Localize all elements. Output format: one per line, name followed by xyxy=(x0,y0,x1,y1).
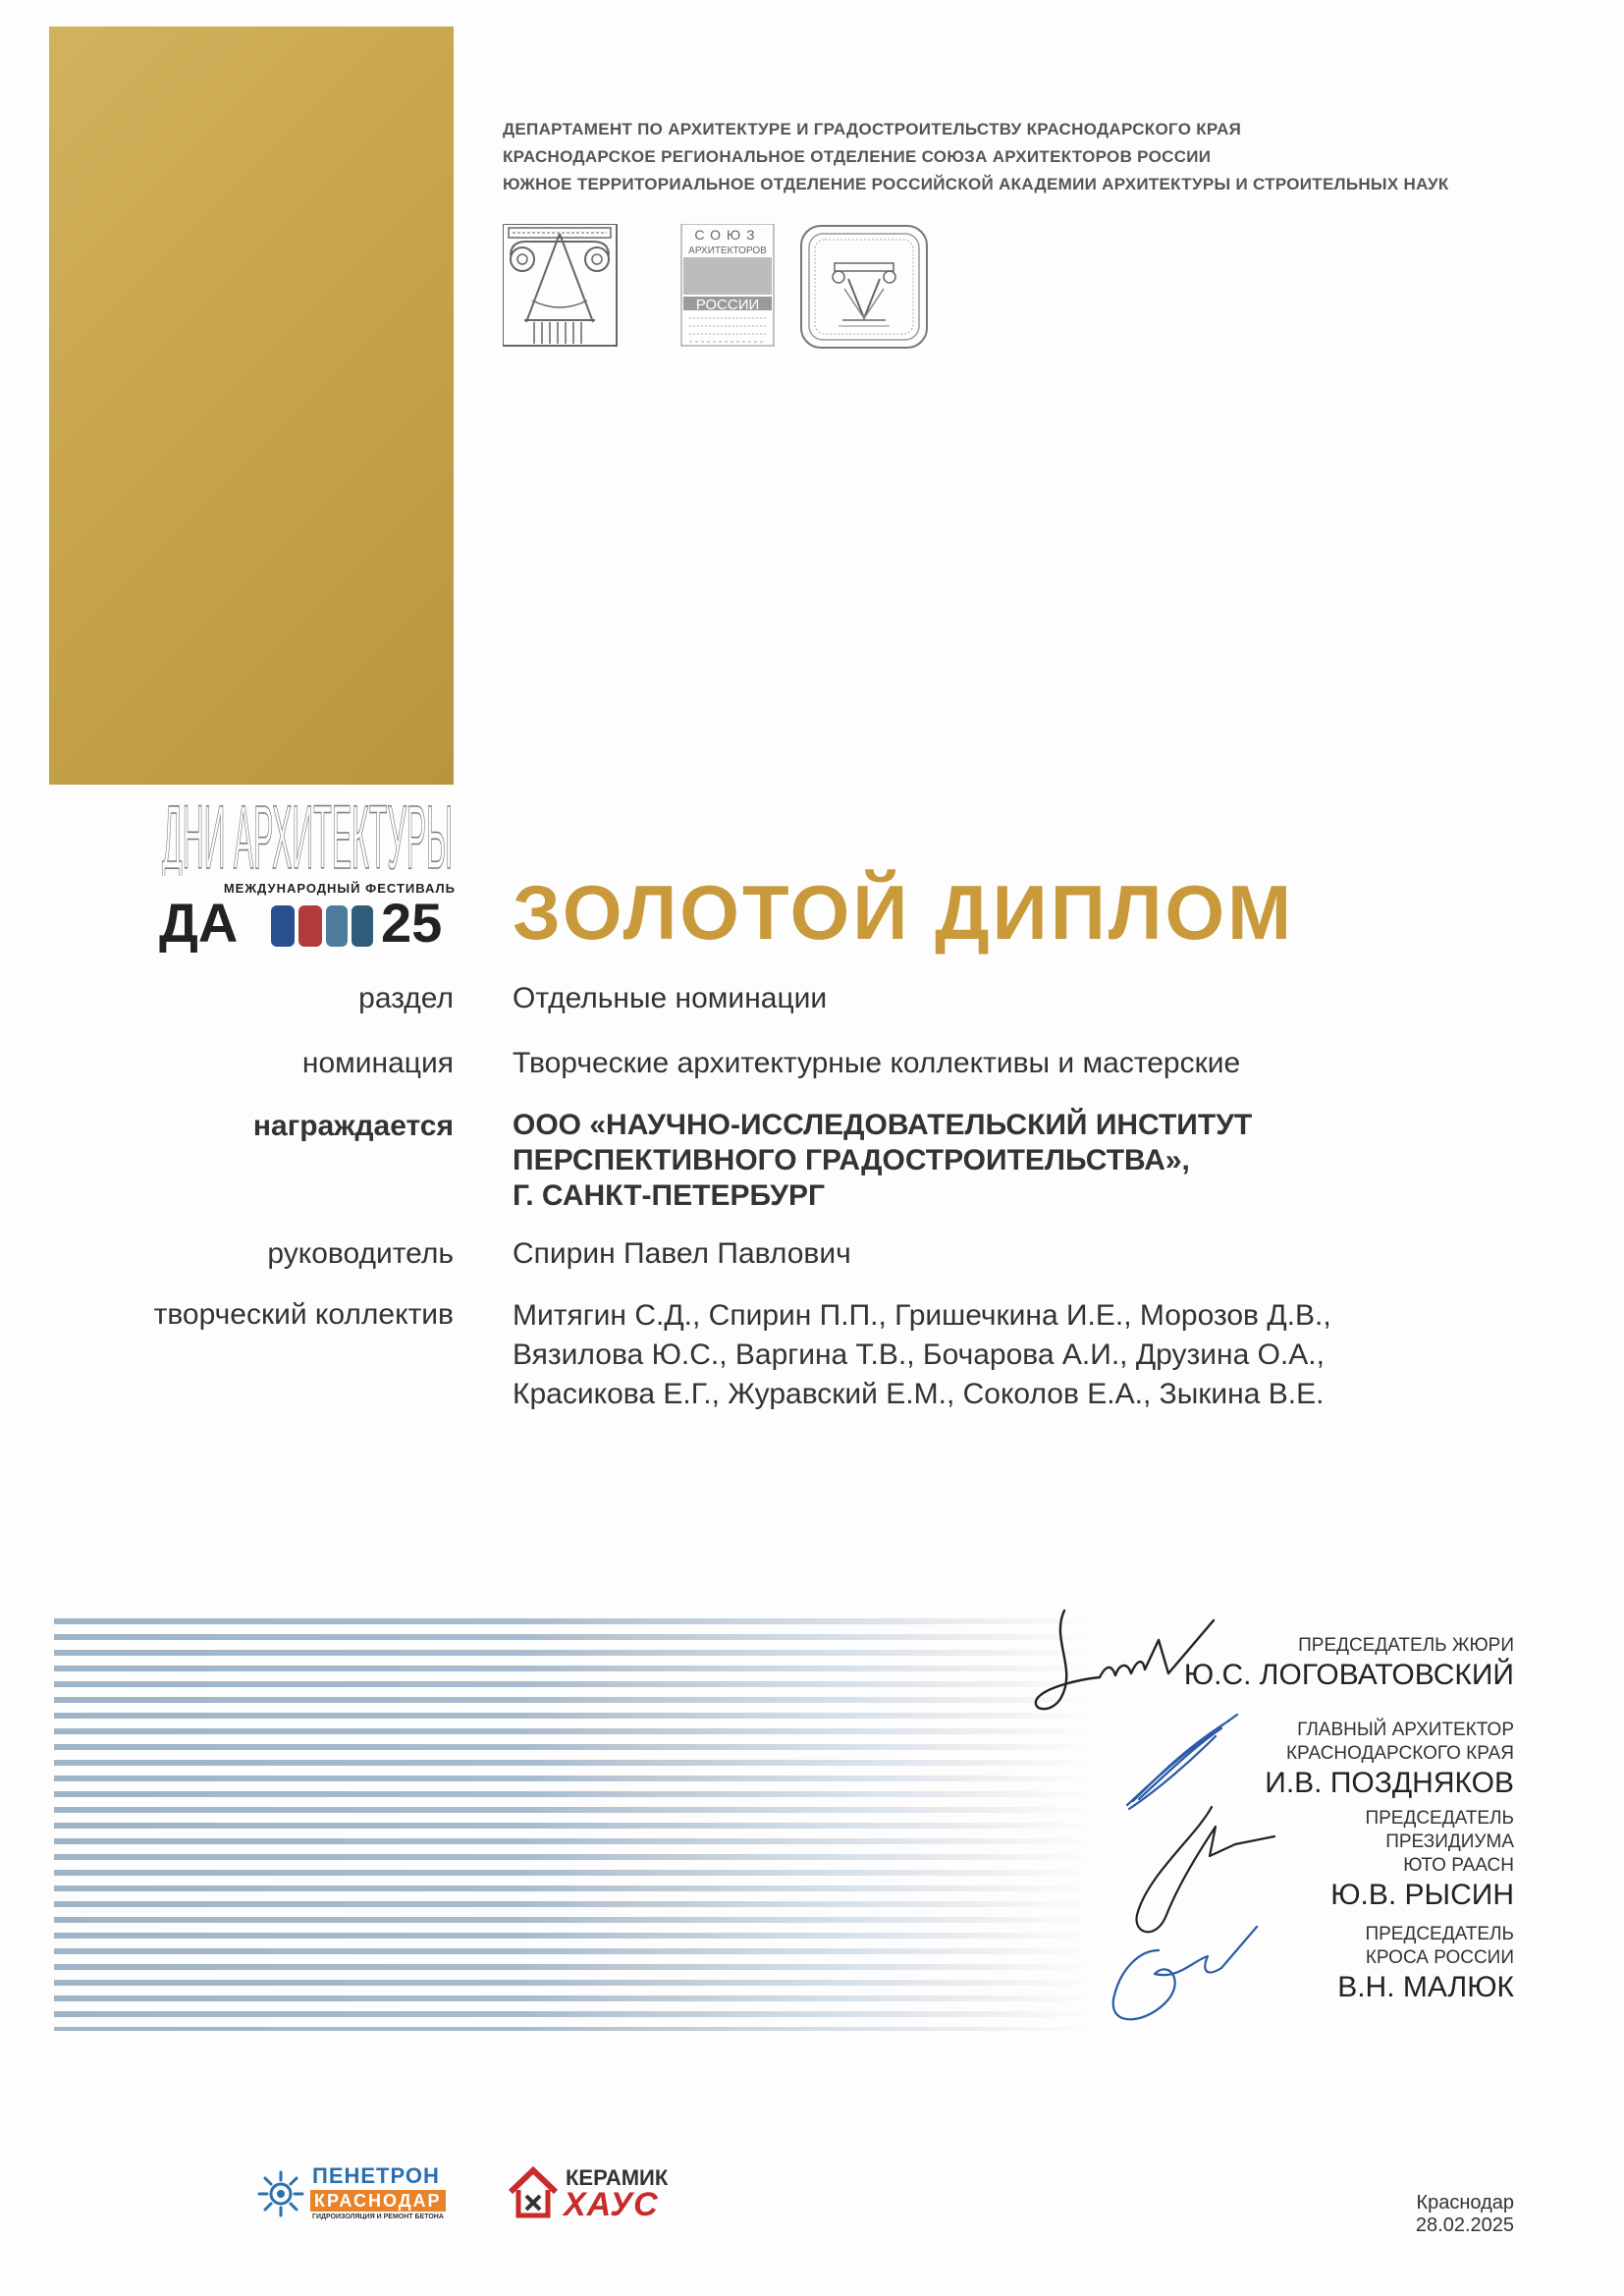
head-label: руководитель xyxy=(267,1237,454,1270)
diploma-title: ЗОЛОТОЙ ДИПЛОМ xyxy=(513,869,1295,956)
union-logo-word-2: АРХИТЕКТОРОВ xyxy=(688,246,767,256)
signatory-role-line: КРАСНОДАРСКОГО КРАЯ xyxy=(1285,1743,1514,1764)
festival-color-bars xyxy=(267,903,377,954)
signature-malyuk xyxy=(1100,1921,1267,2039)
architecture-department-logo xyxy=(503,224,617,346)
org-logos-svg xyxy=(503,224,935,352)
team-line-1: Митягин С.Д., Спирин П.П., Гришечкина И.Е., Морозов Д.В., xyxy=(513,1299,1331,1332)
signatory-presidium-chair xyxy=(1330,1807,1514,1913)
section-label: раздел xyxy=(358,982,454,1014)
org-line-department: ДЕПАРТАМЕНТ ПО АРХИТЕКТУРЕ И ГРАДОСТРОИТЕЛЬСТВУ КРАСНОДАРСКОГО КРАЯ xyxy=(503,120,1242,138)
head-value: Спирин Павел Павлович xyxy=(513,1237,851,1270)
signatory-name: И.В. ПОЗДНЯКОВ xyxy=(1265,1767,1514,1799)
team-line-3: Красикова Е.Г., Журавский Е.М., Соколов Е.А., Зыкина В.Е. xyxy=(513,1378,1325,1410)
penetron-tagline: ГИДРОИЗОЛЯЦИЯ И РЕМОНТ БЕТОНА xyxy=(312,2214,444,2220)
nomination-label: номинация xyxy=(301,1047,454,1079)
signatory-name: Ю.В. РЫСИН xyxy=(1330,1879,1514,1911)
team-label: творческий коллектив xyxy=(153,1298,454,1331)
keramik-name-top: КЕРАМИК xyxy=(566,2165,669,2190)
festival-title: ДНИ АРХИТЕКТУРЫ xyxy=(162,788,453,876)
signatory-jury-chair xyxy=(1184,1634,1514,1693)
signatory-role-line: ГЛАВНЫЙ АРХИТЕКТОР xyxy=(1297,1720,1514,1740)
keramik-house-icon xyxy=(507,2166,560,2219)
team-line-2: Вязилова Ю.С., Варгина Т.В., Бочарова А.И., Друзина О.А., xyxy=(513,1339,1325,1371)
penetron-emblem-icon xyxy=(257,2170,304,2217)
signatory-role-line: ПРЕДСЕДАТЕЛЬ ЖЮРИ xyxy=(1298,1635,1514,1656)
festival-title-wrap xyxy=(159,786,456,876)
signatory-role-line: ПРЕДСЕДАТЕЛЬ xyxy=(1365,1808,1514,1829)
festival-abbr: ДА xyxy=(159,892,239,954)
organization-logos xyxy=(503,224,935,356)
signatory-role-line: КРОСА РОССИИ xyxy=(1365,1947,1514,1968)
nomination-value: Творческие архитектурные коллективы и мастерские xyxy=(513,1047,1241,1079)
festival-year: 25 xyxy=(381,892,443,954)
union-logo-word-1: СОЮЗ xyxy=(694,227,761,243)
awarded-value xyxy=(513,1108,1252,1214)
organizations-header xyxy=(503,116,1583,198)
sponsor-keramik-haus xyxy=(507,2164,693,2223)
signatory-krosa-chair xyxy=(1337,1923,1514,2005)
union-of-architects-logo xyxy=(681,224,774,346)
signatory-name: Ю.С. ЛОГОВАТОВСКИЙ xyxy=(1183,1659,1514,1691)
awarded-line-1: ООО «НАУЧНО-ИССЛЕДОВАТЕЛЬСКИЙ ИНСТИТУТ xyxy=(513,1109,1253,1141)
issue-place-date xyxy=(1416,2192,1514,2237)
festival-bar-blue xyxy=(271,905,295,947)
issue-city: Краснодар xyxy=(1416,2192,1514,2214)
penetron-city: КРАСНОДАР xyxy=(310,2190,446,2212)
awarded-line-2: ПЕРСПЕКТИВНОГО ГРАДОСТРОИТЕЛЬСТВА», xyxy=(513,1144,1190,1176)
sponsor-penetron xyxy=(257,2164,463,2223)
keramik-name-bottom: ХАУС xyxy=(564,2186,659,2223)
academy-seal-logo xyxy=(801,226,927,348)
signatory-role-line: ПРЕЗИДИУМА xyxy=(1385,1831,1514,1852)
festival-bar-teal xyxy=(326,905,348,947)
decorative-stripes xyxy=(54,1618,1095,2031)
org-line-academy: ЮЖНОЕ ТЕРРИТОРИАЛЬНОЕ ОТДЕЛЕНИЕ РОССИЙСКОЙ АКАДЕМИИ АРХИТЕКТУРЫ И СТРОИТЕЛЬНЫХ НАУК xyxy=(503,175,1449,193)
signatory-name: В.Н. МАЛЮК xyxy=(1337,1971,1514,2003)
signatory-role-line: ПРЕДСЕДАТЕЛЬ xyxy=(1365,1924,1514,1944)
awarded-line-3: Г. САНКТ-ПЕТЕРБУРГ xyxy=(513,1179,825,1212)
penetron-name: ПЕНЕТРОН xyxy=(312,2163,440,2188)
awarded-label: награждается xyxy=(252,1110,454,1142)
team-value xyxy=(513,1296,1331,1414)
org-line-union: КРАСНОДАРСКОЕ РЕГИОНАЛЬНОЕ ОТДЕЛЕНИЕ СОЮЗА АРХИТЕКТОРОВ РОССИИ xyxy=(503,147,1212,166)
union-logo-word-3: РОССИИ xyxy=(695,297,760,313)
gold-decorative-block xyxy=(49,27,454,785)
festival-bar-dark-teal xyxy=(352,905,373,947)
festival-subtitle: МЕЖДУНАРОДНЫЙ ФЕСТИВАЛЬ xyxy=(223,881,456,896)
issue-date: 28.02.2025 xyxy=(1415,2214,1514,2236)
signatory-role-line: ЮТО РААСН xyxy=(1403,1855,1514,1876)
festival-bar-red xyxy=(298,905,322,947)
section-value: Отдельные номинации xyxy=(513,982,828,1014)
signatory-chief-architect xyxy=(1265,1719,1514,1801)
festival-title-svg xyxy=(159,786,456,876)
